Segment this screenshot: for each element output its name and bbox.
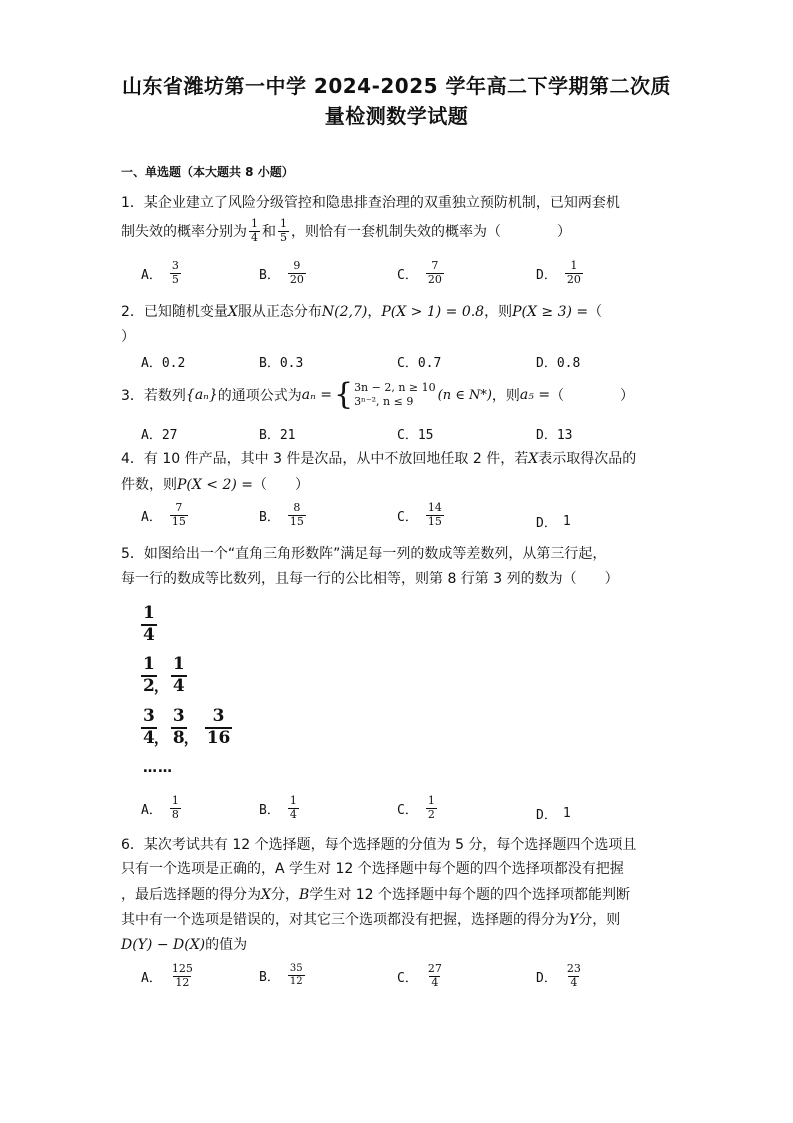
q1-option-d[interactable]: D． $\frac{1}{20}$ — [536, 259, 581, 286]
triangle-cell: $\frac{1}{4}$ — [172, 654, 185, 696]
q2-var-x: X — [227, 304, 238, 320]
page-title-line-1: 山东省潍坊第一中学 2024-2025 学年高二下学期第二次质 — [121, 74, 672, 98]
q1-fraction-2: $\frac{1}{5}$ — [280, 217, 287, 244]
q1-text-b: ，则恰有一套机制失效的概率为（ ） — [291, 224, 571, 241]
q6-stem-line-1: 6．某次考试共有 12 个选择题，每个选择题的分值为 5 分，每个选择题四个选项且 — [121, 837, 637, 853]
q2-prob-1: P(X > 1) = 0.8 — [381, 304, 485, 320]
q4-option-a[interactable]: A． $\frac{7}{15}$ — [141, 501, 186, 528]
q1-option-a[interactable]: A． $\frac{3}{5}$ — [141, 259, 179, 286]
q2-option-d[interactable]: D．0.8 — [536, 356, 581, 371]
q5-option-d[interactable]: D． 1 — [536, 806, 571, 823]
q1-text-and: 和 — [262, 224, 276, 241]
q2-option-c[interactable]: C．0.7 — [397, 356, 442, 371]
q2-option-b[interactable]: B．0.3 — [259, 356, 304, 371]
q6-stem-line-2: 只有一个选项是正确的，A 学生对 12 个选择题中每个题的四个选择项都没有把握 — [121, 861, 624, 877]
q6-option-d[interactable]: D． $\frac{23}{4}$ — [536, 962, 581, 989]
q2-option-a[interactable]: A．0.2 — [141, 356, 186, 371]
q1-stem-line-1: 1．某企业建立了风险分级管控和隐患排查治理的双重独立预防机制，已知两套机 — [121, 195, 620, 211]
q4-option-c[interactable]: C． $\frac{14}{15}$ — [397, 501, 442, 528]
q3-option-c[interactable]: C．15 — [397, 428, 434, 443]
q3-a5: a₅ = — [519, 387, 551, 403]
q5-stem-line-2: 每一行的数成等比数列，且每一行的公比相等，则第 8 行第 3 列的数为（ ） — [121, 571, 619, 587]
q3-sequence: {aₙ} — [185, 387, 218, 403]
q6-stem-line-3: ，最后选择题的得分为X分，B学生对 12 个选择题中每个题的四个选择项都能判断 — [121, 887, 630, 903]
q1-text-a: 制失效的概率分别为 — [121, 224, 247, 241]
q3-domain: (n ∈ N*) — [437, 387, 492, 403]
q6-option-a[interactable]: A． $\frac{125}{12}$ — [141, 962, 193, 989]
q1-stem-line-2 — [121, 218, 571, 244]
q3-piecewise: { 3n − 2, n ≥ 10 3ⁿ⁻², n ≤ 9 — [333, 377, 436, 412]
q3-option-b[interactable]: B．21 — [259, 428, 296, 443]
q6-stem-line-4: 其中有一个选项是错误的，对其它三个选项都没有把握，选择题的得分为Y分，则 — [121, 912, 621, 928]
q4-option-b[interactable]: B． $\frac{8}{15}$ — [259, 501, 304, 528]
q6-option-c[interactable]: C． $\frac{27}{4}$ — [397, 962, 442, 989]
q2-prob-2: P(X ≥ 3) = — [512, 304, 589, 320]
q1-option-b[interactable]: B． $\frac{9}{20}$ — [259, 259, 304, 286]
q4-option-d[interactable]: D． 1 — [536, 514, 571, 531]
triangle-cell: $\frac{3}{16}$ — [206, 706, 231, 748]
q4-stem-line-1: 4．有 10 件产品，其中 3 件是次品，从中不放回地任取 2 件，若X表示取得次品的 — [121, 451, 637, 467]
q3-general-term: aₙ = — [301, 387, 332, 403]
q6-stem-line-5: D(Y) − D(X)的值为 — [121, 937, 248, 953]
q5-option-a[interactable]: A． $\frac{1}{8}$ — [141, 794, 179, 821]
q5-stem-line-1: 5．如图给出一个“直角三角形数阵”满足每一列的数成等差数列，从第三行起， — [121, 546, 607, 562]
q6-variance-expr: D(Y) − D(X) — [121, 937, 206, 953]
q1-fraction-1: $\frac{1}{4}$ — [251, 217, 258, 244]
triangle-cell: $\frac{1}{4}$ — [143, 603, 155, 645]
triangle-cell: $\frac{3}{8}$ — [172, 706, 185, 748]
q3-stem: 3．若数列 {aₙ} 的通项公式为 aₙ = { 3n − 2, n ≥ 10 3ⁿ⁻², n ≤ 9 (n ∈ N*) ，则 a₅ = （ ） — [121, 377, 635, 412]
q5-option-b[interactable]: B． $\frac{1}{4}$ — [259, 794, 297, 821]
q2-stem-line-1: 2．已知随机变量X服从正态分布N(2,7)，P(X > 1) = 0.8，则P(X ≥ 3) =（ — [121, 304, 603, 320]
triangle-row-2: $\frac{1}{2}$ ， $\frac{1}{4}$ — [143, 654, 185, 696]
q2-normal-dist: N(2,7) — [321, 304, 368, 320]
q1-option-c[interactable]: C． $\frac{7}{20}$ — [397, 259, 442, 286]
triangle-cell: $\frac{1}{2}$ — [143, 654, 155, 696]
q3-option-a[interactable]: A．27 — [141, 428, 178, 443]
q3-option-d[interactable]: D．13 — [536, 428, 573, 443]
page-title-line-2: 量检测数学试题 — [324, 104, 469, 128]
q6-option-b[interactable]: B． $\frac{35}{12}$ — [259, 963, 303, 987]
q5-option-c[interactable]: C． $\frac{1}{2}$ — [397, 794, 435, 821]
q2-stem-line-2: ） — [121, 329, 135, 345]
triangle-row-3: $\frac{3}{4}$ ， $\frac{3}{8}$ ， $\frac{3}{16}$ — [143, 706, 231, 748]
triangle-cell: $\frac{3}{4}$ — [143, 706, 155, 748]
triangle-row-1 — [141, 604, 157, 645]
section-heading: 一、单选题（本大题共 8 小题） — [121, 165, 294, 179]
triangle-ellipsis: …… — [143, 760, 173, 776]
q4-stem-line-2: 件数，则P(X < 2) =（ ） — [121, 477, 310, 493]
q4-prob: P(X < 2) = — [177, 477, 254, 493]
